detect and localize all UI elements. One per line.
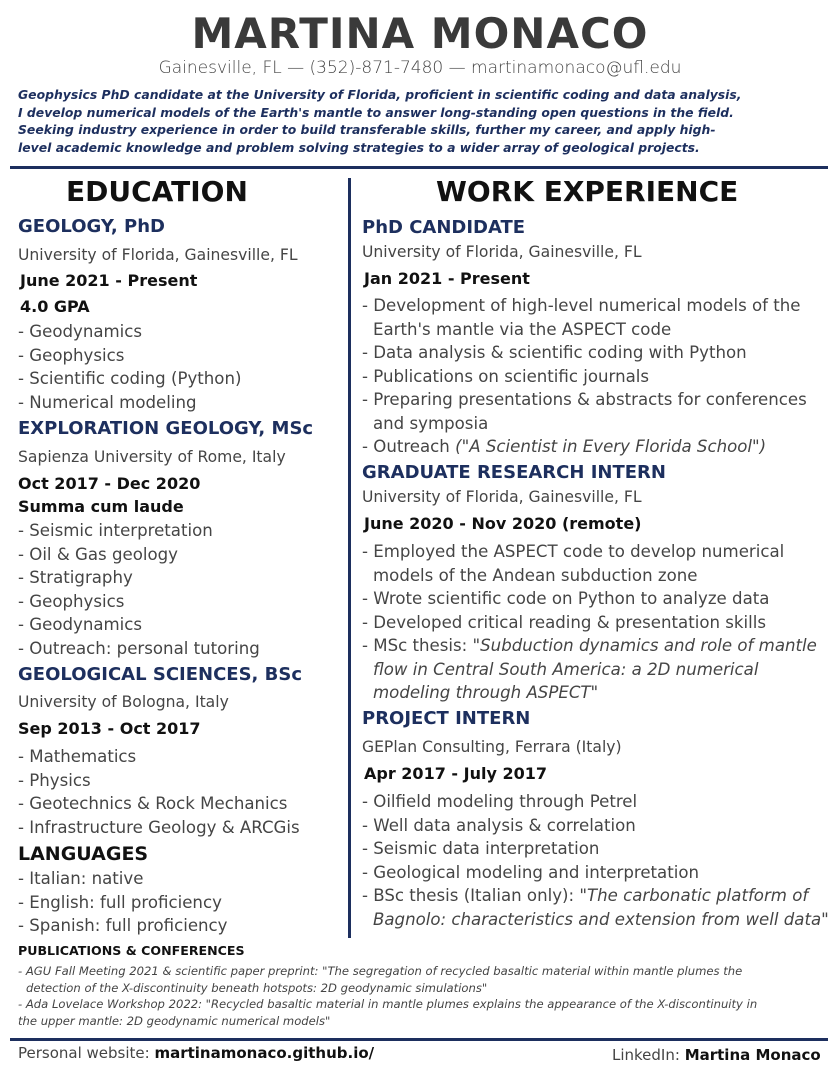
website-line: [18, 1044, 374, 1062]
list-item: - Seismic interpretation: [18, 521, 213, 540]
list-item: [362, 884, 829, 908]
header-divider: [10, 166, 828, 169]
list-item-continued: Earth's mantle via the ASPECT code: [373, 319, 672, 339]
list-item: - Scientific coding (Python): [18, 369, 242, 388]
list-item: - Employed the ASPECT code to develop numerical: [362, 542, 785, 561]
list-item: - Spanish: full proficiency: [18, 916, 228, 935]
list-item: - Infrastructure Geology & ARCGis: [18, 817, 300, 837]
phd-duties: [362, 294, 807, 459]
profile-summary: [18, 86, 828, 156]
summary-line: Geophysics PhD candidate at the University of Florida, proficient in scientific coding and data analysis,: [18, 87, 742, 102]
phd-gpa: 4.0 GPA: [20, 297, 90, 316]
publications-title: PUBLICATIONS & CONFERENCES: [18, 943, 245, 958]
list-item: - Italian: native: [18, 869, 144, 888]
project-dates: Apr 2017 - July 2017: [364, 764, 547, 783]
list-item: - Wrote scientific code on Python to analyze data: [362, 589, 770, 608]
list-item: [362, 435, 807, 459]
list-item: - Physics: [18, 770, 91, 790]
list-item: - Geophysics: [18, 345, 125, 365]
list-item: - Geophysics: [18, 591, 125, 611]
summary-line: level academic knowledge and problem solving strategies to a wider array of geological projects.: [18, 139, 700, 155]
list-item: - Data analysis & scientific coding with Python: [362, 343, 747, 362]
thesis-title: "Subduction dynamics and role of mantle: [472, 636, 817, 655]
list-item: - Seismic data interpretation: [362, 839, 600, 858]
list-item: - Geodynamics: [18, 322, 143, 341]
contact-line: Gainesville, FL — (352)-871-7480 — martinamonaco@ufl.edu: [158, 58, 682, 78]
publication-line: - Ada Lovelace Workshop 2022: "Recycled basaltic material in mantle plumes explains the appearance of the X-discontinuity in: [18, 997, 758, 1011]
publication-line: the upper mantle: 2D geodynamic numerical models": [18, 1013, 331, 1028]
list-item: - Preparing presentations & abstracts for conferences: [362, 390, 807, 409]
list-item: - Stratigraphy: [18, 568, 133, 587]
languages-title: LANGUAGES: [18, 843, 149, 865]
publication-line: detection of the X-discontinuity beneath hotspots: 2D geodynamic simulations": [26, 980, 488, 995]
list-item-continued: [362, 681, 817, 705]
publications-list: [18, 963, 757, 1029]
thesis-title: "The carbonatic platform of: [579, 886, 809, 905]
languages-list: [18, 867, 228, 938]
column-divider: [348, 178, 351, 938]
bsc-dates: Sep 2013 - Oct 2017: [18, 719, 201, 738]
phd-org: University of Florida, Gainesville, FL: [362, 243, 642, 261]
outreach-program: ("A Scientist in Every Florida School"): [455, 437, 767, 456]
footer-divider: [10, 1038, 828, 1041]
list-item-continued: [362, 908, 829, 932]
intern-dates: June 2020 - Nov 2020 (remote): [364, 514, 642, 533]
website-link[interactable]: martinamonaco.github.io/: [154, 1044, 375, 1062]
project-org: GEPlan Consulting, Ferrara (Italy): [362, 738, 622, 756]
intern-duties: [362, 540, 817, 705]
thesis-title: Bagnolo: characteristics and extension from well data": [373, 909, 829, 929]
list-item: - Outreach: personal tutoring: [18, 638, 260, 658]
phd-role: PhD CANDIDATE: [362, 217, 526, 238]
publication-line: - AGU Fall Meeting 2021 & scientific paper preprint: "The segregation of recycled basaltic material within mantle plumes the: [18, 964, 743, 978]
candidate-name: MARTINA MONACO: [191, 9, 649, 58]
list-item-text: - BSc thesis (Italian only):: [362, 886, 580, 905]
phd-degree: GEOLOGY, PhD: [18, 216, 165, 237]
education-title: EDUCATION: [66, 175, 248, 208]
bsc-degree: GEOLOGICAL SCIENCES, BSc: [18, 664, 303, 685]
thesis-title: flow in Central South America: a 2D numerical: [373, 659, 759, 679]
list-item-continued: [362, 658, 817, 682]
list-item-continued: and symposia: [373, 413, 489, 433]
msc-institution: Sapienza University of Rome, Italy: [18, 448, 286, 466]
linkedin-link[interactable]: Martina Monaco: [684, 1046, 821, 1064]
summary-line: I develop numerical models of the Earth's mantle to answer long-standing open questions in the field.: [18, 104, 734, 120]
list-item: - Developed critical reading & presentation skills: [362, 612, 766, 632]
summary-line: Seeking industry experience in order to build transferable skills, further my career, and apply high-: [18, 122, 716, 137]
list-item: - Geodynamics: [18, 615, 143, 634]
list-item-continued: models of the Andean subduction zone: [373, 565, 698, 585]
list-item: - Geological modeling and interpretation: [362, 862, 699, 882]
linkedin-line: [612, 1046, 821, 1064]
msc-honors: Summa cum laude: [18, 497, 184, 516]
list-item: - Numerical modeling: [18, 392, 197, 412]
list-item: - Development of high-level numerical models of the: [362, 296, 801, 315]
bsc-institution: University of Bologna, Italy: [18, 693, 229, 711]
intern-role: GRADUATE RESEARCH INTERN: [362, 462, 666, 483]
work-title: WORK EXPERIENCE: [436, 175, 739, 208]
list-item: - Oil & Gas geology: [18, 544, 178, 564]
list-item-text: - MSc thesis:: [362, 636, 473, 655]
list-item: - Well data analysis & correlation: [362, 815, 636, 835]
project-duties: [362, 790, 829, 931]
list-item: - Mathematics: [18, 747, 137, 766]
msc-degree: EXPLORATION GEOLOGY, MSc: [18, 418, 314, 439]
list-item: - Publications on scientific journals: [362, 366, 650, 386]
list-item: - Oilfield modeling through Petrel: [362, 792, 638, 811]
list-item: - Geotechnics & Rock Mechanics: [18, 794, 288, 813]
project-role: PROJECT INTERN: [362, 708, 531, 729]
list-item-text: - Outreach: [362, 437, 456, 456]
website-label: Personal website:: [18, 1044, 155, 1062]
bsc-course-list: [18, 745, 300, 839]
msc-dates: Oct 2017 - Dec 2020: [18, 474, 201, 493]
msc-course-list: [18, 519, 260, 660]
thesis-title: modeling through ASPECT": [373, 683, 599, 702]
intern-org: University of Florida, Gainesville, FL: [362, 488, 642, 506]
phd-dates: June 2021 - Present: [20, 271, 198, 290]
list-item: [362, 634, 817, 658]
phd-role-dates: Jan 2021 - Present: [364, 269, 530, 288]
phd-institution: University of Florida, Gainesville, FL: [18, 246, 298, 264]
linkedin-label: LinkedIn:: [612, 1046, 685, 1064]
list-item: - English: full proficiency: [18, 892, 222, 912]
phd-course-list: [18, 320, 241, 414]
